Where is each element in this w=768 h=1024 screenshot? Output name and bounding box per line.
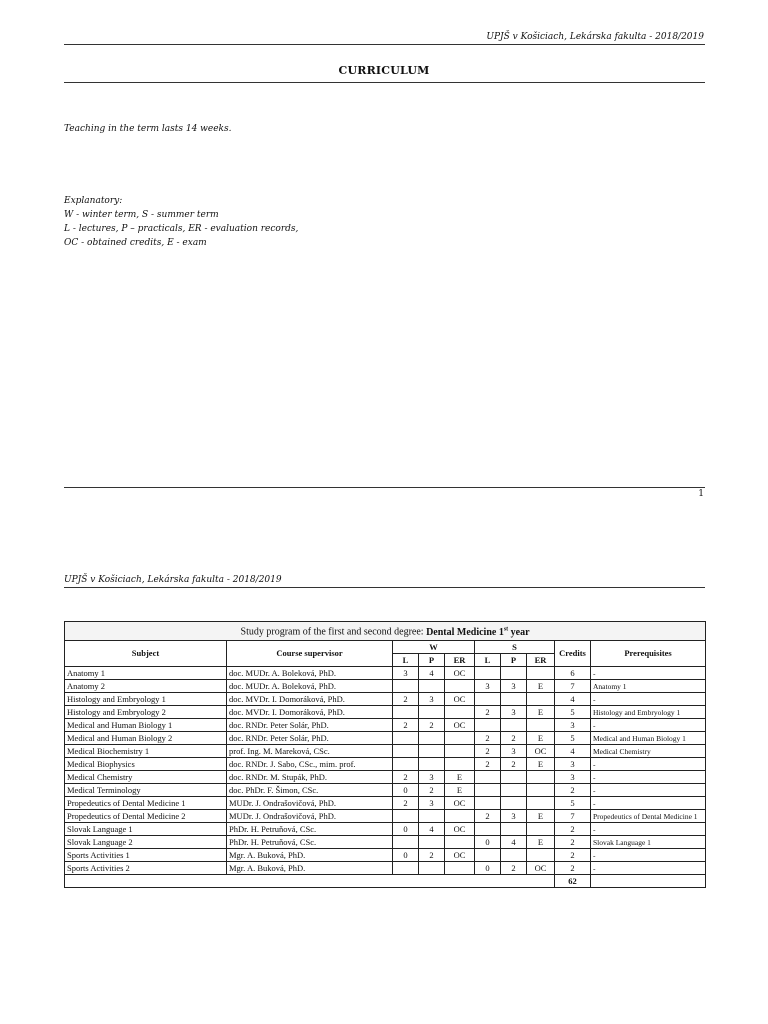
col-header-s-evaluation: ER xyxy=(527,654,555,667)
table-row xyxy=(65,784,706,797)
cell-s-practicals xyxy=(501,797,527,810)
cell-w-lectures: 2 xyxy=(393,797,419,810)
cell-w-evaluation xyxy=(445,862,475,875)
cell-credits: 7 xyxy=(555,810,591,823)
cell-prerequisites: - xyxy=(591,797,706,810)
cell-s-practicals: 3 xyxy=(501,706,527,719)
cell-subject: Medical Biochemistry 1 xyxy=(65,745,227,758)
cell-s-lectures: 2 xyxy=(475,745,501,758)
cell-subject: Anatomy 1 xyxy=(65,667,227,680)
cell-s-lectures xyxy=(475,797,501,810)
cell-credits: 2 xyxy=(555,862,591,875)
cell-w-evaluation: OC xyxy=(445,849,475,862)
cell-s-practicals xyxy=(501,719,527,732)
cell-s-evaluation xyxy=(527,823,555,836)
cell-credits: 5 xyxy=(555,706,591,719)
cell-w-practicals: 4 xyxy=(419,823,445,836)
cell-subject: Propedeutics of Dental Medicine 2 xyxy=(65,810,227,823)
title-divider xyxy=(64,82,705,83)
header-divider xyxy=(64,44,705,45)
program-name: Dental Medicine 1st year xyxy=(426,626,530,638)
cell-s-lectures: 0 xyxy=(475,862,501,875)
cell-w-practicals xyxy=(419,706,445,719)
cell-w-practicals: 2 xyxy=(419,849,445,862)
explanatory-line: OC - obtained credits, E - exam xyxy=(64,238,207,248)
page-header-left: UPJŠ v Košiciach, Lekárska fakulta - 2018/2019 xyxy=(64,575,282,585)
table-caption: Study program of the first and second degree: Dental Medicine 1st year xyxy=(65,622,706,641)
explanatory-heading: Explanatory: xyxy=(64,196,123,206)
cell-supervisor: doc. MUDr. A. Boleková, PhD. xyxy=(227,667,393,680)
cell-s-lectures: 2 xyxy=(475,706,501,719)
cell-supervisor: doc. RNDr. M. Stupák, PhD. xyxy=(227,771,393,784)
cell-supervisor: Mgr. A. Buková, PhD. xyxy=(227,849,393,862)
cell-supervisor: doc. RNDr. Peter Solár, PhD. xyxy=(227,732,393,745)
cell-s-lectures: 2 xyxy=(475,758,501,771)
table-row xyxy=(65,667,706,680)
cell-w-evaluation xyxy=(445,836,475,849)
cell-credits: 6 xyxy=(555,667,591,680)
cell-w-evaluation: OC xyxy=(445,719,475,732)
col-header-supervisor: Course supervisor xyxy=(227,641,393,667)
cell-s-evaluation xyxy=(527,784,555,797)
cell-prerequisites: - xyxy=(591,862,706,875)
total-credits: 62 xyxy=(555,875,591,888)
cell-w-practicals xyxy=(419,758,445,771)
table-row xyxy=(65,836,706,849)
cell-w-lectures xyxy=(393,810,419,823)
explanatory-line: L - lectures, P – practicals, ER - evaluation records, xyxy=(64,224,299,234)
cell-prerequisites: Propedeutics of Dental Medicine 1 xyxy=(591,810,706,823)
cell-supervisor: PhDr. H. Petruňová, CSc. xyxy=(227,823,393,836)
cell-prerequisites: - xyxy=(591,771,706,784)
cell-w-practicals: 3 xyxy=(419,693,445,706)
cell-subject: Histology and Embryology 2 xyxy=(65,706,227,719)
table-row xyxy=(65,680,706,693)
col-header-s-practicals: P xyxy=(501,654,527,667)
cell-w-lectures xyxy=(393,680,419,693)
cell-supervisor: prof. Ing. M. Mareková, CSc. xyxy=(227,745,393,758)
cell-prerequisites: - xyxy=(591,784,706,797)
cell-supervisor: PhDr. H. Petruňová, CSc. xyxy=(227,836,393,849)
cell-w-practicals: 4 xyxy=(419,667,445,680)
cell-prerequisites: - xyxy=(591,693,706,706)
cell-w-practicals xyxy=(419,732,445,745)
cell-prerequisites: - xyxy=(591,719,706,732)
col-header-summer: S xyxy=(475,641,555,654)
cell-supervisor: doc. MVDr. I. Domoráková, PhD. xyxy=(227,706,393,719)
table-row xyxy=(65,758,706,771)
cell-s-lectures: 2 xyxy=(475,732,501,745)
cell-s-practicals xyxy=(501,667,527,680)
cell-s-practicals xyxy=(501,823,527,836)
cell-s-evaluation: E xyxy=(527,706,555,719)
cell-w-practicals: 2 xyxy=(419,719,445,732)
cell-s-evaluation: E xyxy=(527,732,555,745)
cell-w-evaluation xyxy=(445,745,475,758)
cell-s-evaluation xyxy=(527,719,555,732)
page-title: CURRICULUM xyxy=(338,64,430,77)
cell-credits: 2 xyxy=(555,823,591,836)
cell-prerequisites: - xyxy=(591,758,706,771)
cell-credits: 4 xyxy=(555,693,591,706)
cell-subject: Medical Terminology xyxy=(65,784,227,797)
cell-w-evaluation: OC xyxy=(445,797,475,810)
cell-w-evaluation: OC xyxy=(445,823,475,836)
cell-w-practicals: 2 xyxy=(419,784,445,797)
cell-s-evaluation: E xyxy=(527,836,555,849)
cell-s-practicals xyxy=(501,784,527,797)
cell-s-evaluation xyxy=(527,693,555,706)
cell-w-lectures: 2 xyxy=(393,771,419,784)
cell-s-practicals: 2 xyxy=(501,732,527,745)
cell-s-practicals xyxy=(501,849,527,862)
cell-s-practicals: 4 xyxy=(501,836,527,849)
total-row xyxy=(65,875,706,888)
cell-subject: Sports Activities 1 xyxy=(65,849,227,862)
cell-prerequisites: - xyxy=(591,823,706,836)
table-row xyxy=(65,732,706,745)
cell-credits: 4 xyxy=(555,745,591,758)
cell-s-practicals: 2 xyxy=(501,862,527,875)
cell-s-evaluation xyxy=(527,849,555,862)
cell-s-evaluation: E xyxy=(527,758,555,771)
cell-s-evaluation: E xyxy=(527,680,555,693)
col-header-subject: Subject xyxy=(65,641,227,667)
cell-subject: Medical Biophysics xyxy=(65,758,227,771)
table-row xyxy=(65,706,706,719)
cell-supervisor: doc. RNDr. Peter Solár, PhD. xyxy=(227,719,393,732)
col-header-w-evaluation: ER xyxy=(445,654,475,667)
cell-w-evaluation: OC xyxy=(445,667,475,680)
cell-subject: Medical and Human Biology 1 xyxy=(65,719,227,732)
table-row xyxy=(65,823,706,836)
cell-credits: 5 xyxy=(555,797,591,810)
page-number: 1 xyxy=(698,489,704,499)
cell-w-practicals xyxy=(419,680,445,693)
cell-prerequisites: Medical Chemistry xyxy=(591,745,706,758)
cell-w-evaluation xyxy=(445,810,475,823)
cell-s-evaluation xyxy=(527,667,555,680)
cell-w-lectures: 0 xyxy=(393,849,419,862)
cell-w-practicals xyxy=(419,836,445,849)
cell-credits: 2 xyxy=(555,836,591,849)
cell-s-practicals xyxy=(501,771,527,784)
intro-text: Teaching in the term lasts 14 weeks. xyxy=(64,124,232,134)
cell-s-lectures: 2 xyxy=(475,810,501,823)
cell-subject: Medical and Human Biology 2 xyxy=(65,732,227,745)
explanatory-line: W - winter term, S - summer term xyxy=(64,210,219,220)
cell-s-practicals xyxy=(501,693,527,706)
cell-credits: 2 xyxy=(555,849,591,862)
col-header-prerequisites: Prerequisites xyxy=(591,641,706,667)
cell-credits: 3 xyxy=(555,758,591,771)
cell-subject: Slovak Language 2 xyxy=(65,836,227,849)
cell-credits: 3 xyxy=(555,771,591,784)
page-header-right: UPJŠ v Košiciach, Lekárska fakulta - 2018/2019 xyxy=(486,32,704,42)
cell-s-lectures: 3 xyxy=(475,680,501,693)
cell-w-lectures: 3 xyxy=(393,667,419,680)
cell-w-lectures xyxy=(393,706,419,719)
cell-w-lectures: 2 xyxy=(393,693,419,706)
cell-subject: Medical Chemistry xyxy=(65,771,227,784)
cell-credits: 3 xyxy=(555,719,591,732)
curriculum-table xyxy=(64,621,706,888)
cell-w-lectures xyxy=(393,745,419,758)
cell-s-lectures xyxy=(475,823,501,836)
cell-supervisor: MUDr. J. Ondrašovičová, PhD. xyxy=(227,797,393,810)
cell-s-practicals: 3 xyxy=(501,810,527,823)
cell-s-lectures xyxy=(475,719,501,732)
cell-supervisor: doc. MVDr. I. Domoráková, PhD. xyxy=(227,693,393,706)
cell-s-lectures: 0 xyxy=(475,836,501,849)
cell-subject: Histology and Embryology 1 xyxy=(65,693,227,706)
cell-w-lectures xyxy=(393,758,419,771)
cell-subject: Slovak Language 1 xyxy=(65,823,227,836)
cell-supervisor: doc. MUDr. A. Boleková, PhD. xyxy=(227,680,393,693)
cell-s-evaluation xyxy=(527,771,555,784)
cell-w-evaluation: E xyxy=(445,771,475,784)
col-header-credits: Credits xyxy=(555,641,591,667)
cell-w-lectures xyxy=(393,836,419,849)
cell-w-lectures xyxy=(393,732,419,745)
col-header-winter: W xyxy=(393,641,475,654)
cell-w-lectures: 0 xyxy=(393,784,419,797)
cell-s-practicals: 3 xyxy=(501,745,527,758)
cell-subject: Anatomy 2 xyxy=(65,680,227,693)
cell-w-lectures xyxy=(393,862,419,875)
cell-w-practicals: 3 xyxy=(419,797,445,810)
cell-prerequisites: Slovak Language 1 xyxy=(591,836,706,849)
cell-w-evaluation: OC xyxy=(445,693,475,706)
cell-s-lectures xyxy=(475,667,501,680)
col-header-s-lectures: L xyxy=(475,654,501,667)
cell-supervisor: doc. RNDr. J. Sabo, CSc., mim. prof. xyxy=(227,758,393,771)
cell-w-evaluation xyxy=(445,732,475,745)
cell-w-practicals xyxy=(419,745,445,758)
cell-s-lectures xyxy=(475,771,501,784)
cell-subject: Propedeutics of Dental Medicine 1 xyxy=(65,797,227,810)
cell-prerequisites: Histology and Embryology 1 xyxy=(591,706,706,719)
cell-w-evaluation xyxy=(445,706,475,719)
table-row xyxy=(65,771,706,784)
cell-supervisor: Mgr. A. Buková, PhD. xyxy=(227,862,393,875)
cell-subject: Sports Activities 2 xyxy=(65,862,227,875)
footer-divider xyxy=(64,487,705,488)
cell-credits: 7 xyxy=(555,680,591,693)
cell-w-practicals xyxy=(419,810,445,823)
cell-prerequisites: - xyxy=(591,849,706,862)
cell-s-lectures xyxy=(475,849,501,862)
cell-s-practicals: 2 xyxy=(501,758,527,771)
cell-s-practicals: 3 xyxy=(501,680,527,693)
cell-prerequisites: - xyxy=(591,667,706,680)
cell-s-evaluation: E xyxy=(527,810,555,823)
cell-w-evaluation xyxy=(445,680,475,693)
table-row xyxy=(65,719,706,732)
table-row xyxy=(65,797,706,810)
cell-supervisor: doc. PhDr. F. Šimon, CSc. xyxy=(227,784,393,797)
cell-supervisor: MUDr. J. Ondrašovičová, PhD. xyxy=(227,810,393,823)
table-row xyxy=(65,849,706,862)
table-row xyxy=(65,693,706,706)
cell-s-evaluation: OC xyxy=(527,862,555,875)
cell-prerequisites: Anatomy 1 xyxy=(591,680,706,693)
cell-w-evaluation: E xyxy=(445,784,475,797)
cell-s-evaluation: OC xyxy=(527,745,555,758)
cell-credits: 2 xyxy=(555,784,591,797)
cell-s-lectures xyxy=(475,693,501,706)
cell-s-lectures xyxy=(475,784,501,797)
table-row xyxy=(65,745,706,758)
cell-credits: 5 xyxy=(555,732,591,745)
cell-w-lectures: 2 xyxy=(393,719,419,732)
table-row xyxy=(65,862,706,875)
header-divider-2 xyxy=(64,587,705,588)
col-header-w-practicals: P xyxy=(419,654,445,667)
cell-w-practicals xyxy=(419,862,445,875)
cell-w-practicals: 3 xyxy=(419,771,445,784)
cell-w-evaluation xyxy=(445,758,475,771)
explanatory-block xyxy=(64,194,298,250)
cell-w-lectures: 0 xyxy=(393,823,419,836)
table-row xyxy=(65,810,706,823)
cell-s-evaluation xyxy=(527,797,555,810)
cell-prerequisites: Medical and Human Biology 1 xyxy=(591,732,706,745)
col-header-w-lectures: L xyxy=(393,654,419,667)
